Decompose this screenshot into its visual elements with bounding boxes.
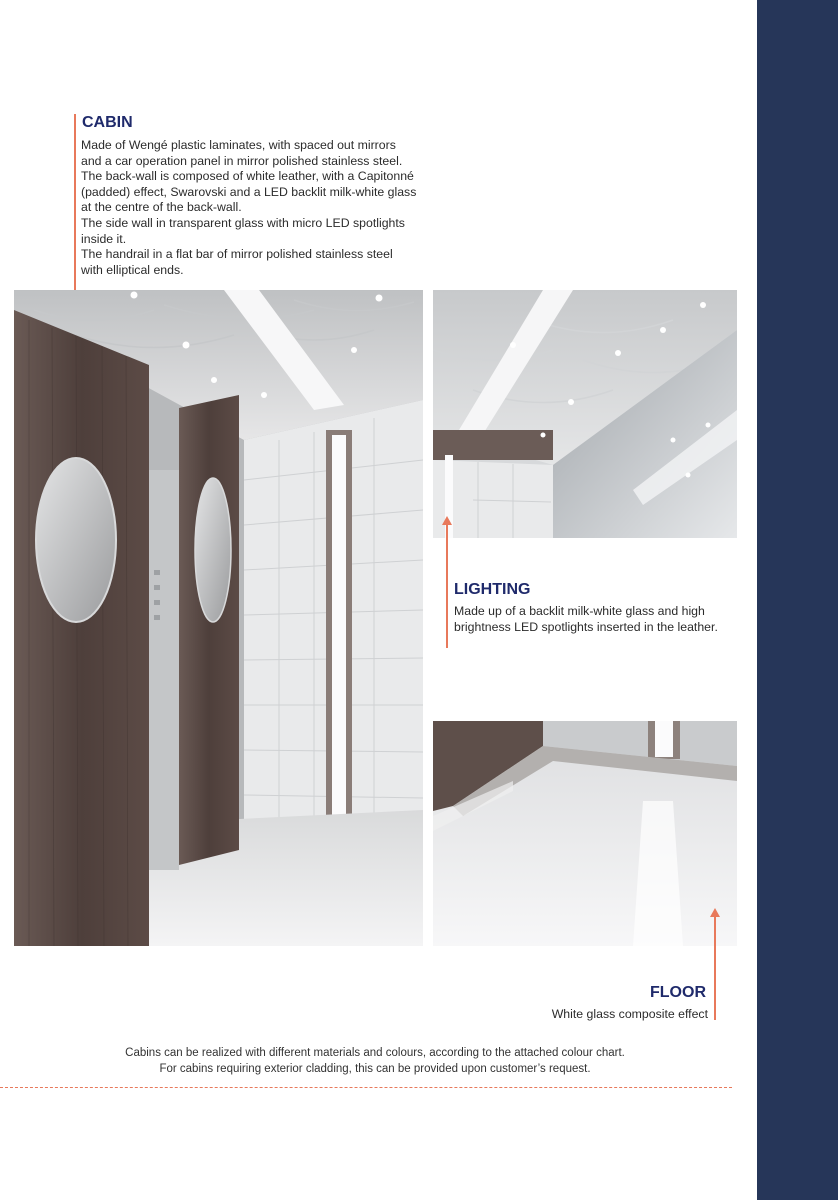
lighting-description bbox=[454, 604, 754, 635]
cabin-line: at the centre of the back-wall. bbox=[81, 200, 242, 215]
floor-line: White glass composite effect bbox=[551, 1007, 708, 1021]
side-color-band bbox=[757, 0, 838, 1200]
floor-photo bbox=[433, 721, 737, 946]
cabin-line: inside it. bbox=[81, 231, 127, 246]
cabin-description bbox=[81, 138, 441, 278]
cabin-line: Made of Wengé plastic laminates, with spaced out mirrors bbox=[81, 138, 396, 152]
lighting-line: Made up of a backlit milk-white glass and high bbox=[454, 604, 705, 618]
floor-title: FLOOR bbox=[650, 984, 706, 1001]
lighting-photo bbox=[433, 290, 737, 538]
cabin-line: The back-wall is composed of white leather, with a Capitonné bbox=[81, 169, 414, 184]
cabin-line: with elliptical ends. bbox=[81, 262, 184, 277]
lighting-pointer-arrow bbox=[442, 516, 452, 525]
floor-pointer-line bbox=[714, 916, 716, 1020]
floor-pointer-arrow bbox=[710, 908, 720, 917]
footer-line: For cabins requiring exterior cladding, this can be provided upon customer’s request. bbox=[159, 1062, 591, 1075]
cabin-title: CABIN bbox=[82, 114, 133, 131]
cabin-photo bbox=[14, 290, 423, 946]
cabin-line: (padded) effect, Swarovski and a LED backlit milk-white glass bbox=[81, 184, 417, 199]
cabin-pointer-line bbox=[74, 114, 76, 300]
lighting-line: brightness LED spotlights inserted in the leather. bbox=[454, 619, 718, 634]
lighting-pointer-line bbox=[446, 524, 448, 648]
cabin-line: The handrail in a flat bar of mirror polished stainless steel bbox=[81, 247, 393, 262]
cabin-line: The side wall in transparent glass with micro LED spotlights bbox=[81, 215, 405, 230]
floor-description bbox=[480, 1007, 708, 1023]
footer-line: Cabins can be realized with different materials and colours, according to the attached colour chart. bbox=[125, 1047, 625, 1059]
footer-note bbox=[90, 1046, 660, 1077]
lighting-title: LIGHTING bbox=[454, 581, 531, 598]
cabin-line: and a car operation panel in mirror polished stainless steel. bbox=[81, 153, 403, 168]
footer-dashed-divider bbox=[0, 1087, 732, 1088]
